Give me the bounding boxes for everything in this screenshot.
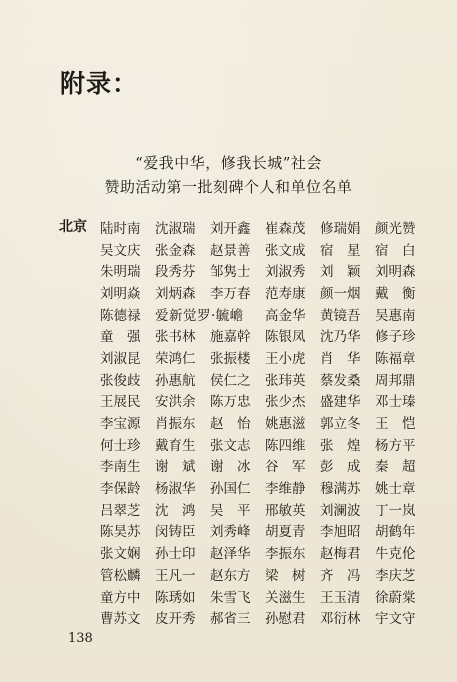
name-entry: 李旭昭 (320, 524, 361, 541)
name-entry: 徐蔚棠 (375, 589, 416, 606)
name-entry: 张玮英 (265, 372, 306, 389)
name-row (100, 259, 430, 281)
name-entry: 侯仁之 (210, 372, 251, 389)
name-entry: 曹苏文 (100, 611, 141, 628)
name-entry: 胡鹤年 (375, 524, 416, 541)
name-row (100, 455, 430, 477)
name-entry: 张文志 (210, 437, 251, 454)
name-entry: 沈 鸿 (155, 502, 196, 519)
name-entry: 关滋生 (265, 589, 306, 606)
name-entry: 张书林 (155, 329, 196, 346)
name-entry: 陈德禄 (100, 307, 141, 324)
name-entry: 李南生 (100, 459, 141, 476)
name-entry: 沈淑瑞 (155, 220, 196, 237)
name-entry: 彭 成 (320, 459, 361, 476)
name-entry: 孙国仁 (210, 481, 251, 498)
city-label: 北京 (59, 219, 87, 235)
name-entry: 童 强 (100, 329, 141, 346)
name-row (100, 216, 430, 238)
name-entry: 邓士瑧 (375, 394, 416, 411)
name-entry: 秦 超 (375, 459, 416, 476)
name-entry: 胡夏青 (265, 524, 306, 541)
name-entry: 刘明森 (375, 264, 416, 281)
name-entry: 朱明瑞 (100, 264, 141, 281)
name-entry: 孙士印 (155, 546, 196, 563)
name-entry: 孙惠航 (155, 372, 196, 389)
name-entry: 蔡发桑 (320, 372, 361, 389)
name-entry: 修子珍 (375, 329, 416, 346)
name-entry: 高金华 (265, 307, 306, 324)
name-entry: 谢 冰 (210, 459, 251, 476)
name-entry: 姚惠滋 (265, 416, 306, 433)
name-entry: 周邦鼎 (375, 372, 416, 389)
name-entry: 王 恺 (375, 416, 416, 433)
name-entry: 谷 军 (265, 459, 306, 476)
name-row (100, 498, 430, 520)
name-entry: 刘炳森 (155, 285, 196, 302)
name-entry: 陆时南 (100, 220, 141, 237)
name-entry: 安洪余 (155, 394, 196, 411)
name-entry: 齐 冯 (320, 567, 361, 584)
name-entry: 范寿康 (265, 285, 306, 302)
name-entry: 梁 树 (265, 567, 306, 584)
name-entry: 张振楼 (210, 350, 251, 367)
name-row (100, 390, 430, 412)
name-entry: 何士珍 (100, 437, 141, 454)
name-entry: 盛建华 (320, 394, 361, 411)
name-row (100, 520, 430, 542)
name-entry: 宇文守 (375, 611, 416, 628)
name-entry: 戴育生 (155, 437, 196, 454)
name-row (100, 541, 430, 563)
name-entry: 宿 星 (320, 242, 361, 259)
list-heading-line-1: “爱我中华，修我长城”社会 (135, 154, 322, 172)
name-entry: 崔森茂 (265, 220, 306, 237)
name-entry: 吴文庆 (100, 242, 141, 259)
name-row (100, 281, 430, 303)
name-entry: 陈银凤 (265, 329, 306, 346)
name-entry: 赵梅君 (320, 546, 361, 563)
name-entry: 邓衍林 (320, 611, 361, 628)
name-entry: 张 煌 (320, 437, 361, 454)
name-entry: 李保龄 (100, 481, 141, 498)
name-entry: 陈四维 (265, 437, 306, 454)
name-row (100, 346, 430, 368)
name-entry: 邢敏英 (265, 502, 306, 519)
name-entry: 荣鸿仁 (155, 350, 196, 367)
name-entry: 颜光赞 (375, 220, 416, 237)
name-entry: 李维静 (265, 481, 306, 498)
name-entry: 爱新觉罗·毓嶦 (155, 307, 244, 324)
name-entry: 刘开鑫 (210, 220, 251, 237)
name-entry: 郝省三 (210, 611, 251, 628)
name-entry: 张文娴 (100, 546, 141, 563)
name-row (100, 411, 430, 433)
name-entry: 陈万忠 (210, 394, 251, 411)
name-entry: 邹隽士 (210, 264, 251, 281)
name-entry: 李庆芝 (375, 567, 416, 584)
name-entry: 刘淑秀 (265, 264, 306, 281)
name-row (100, 324, 430, 346)
name-entry: 吕翠芝 (100, 502, 141, 519)
name-entry: 李振东 (265, 546, 306, 563)
name-entry: 刘明焱 (100, 285, 141, 302)
name-entry: 李宝源 (100, 416, 141, 433)
name-entry: 修瑞娟 (320, 220, 361, 237)
name-entry: 丁一岚 (375, 502, 416, 519)
name-row (100, 303, 430, 325)
name-entry: 谢 斌 (155, 459, 196, 476)
name-entry: 管松麟 (100, 567, 141, 584)
name-list (100, 216, 430, 628)
name-entry: 赵景善 (210, 242, 251, 259)
name-entry: 黄镜吾 (320, 307, 361, 324)
name-entry: 张俊歧 (100, 372, 141, 389)
name-entry: 张少杰 (265, 394, 306, 411)
name-entry: 王玉清 (320, 589, 361, 606)
name-entry: 段秀芬 (155, 264, 196, 281)
page-number: 138 (68, 631, 93, 646)
name-entry: 宿 白 (375, 242, 416, 259)
name-row (100, 433, 430, 455)
name-entry: 吴 平 (210, 502, 251, 519)
name-entry: 王凡一 (155, 567, 196, 584)
name-entry: 皮开秀 (155, 611, 196, 628)
name-entry: 颜一烟 (320, 285, 361, 302)
name-entry: 赵东方 (210, 567, 251, 584)
name-entry: 杨淑华 (155, 481, 196, 498)
list-heading-line-2: 赞助活动第一批刻碑个人和单位名单 (104, 178, 353, 196)
name-entry: 吴惠南 (375, 307, 416, 324)
name-entry: 李万春 (210, 285, 251, 302)
name-entry: 张文成 (265, 242, 306, 259)
name-row (100, 563, 430, 585)
name-entry: 赵 怡 (210, 416, 251, 433)
name-entry: 刘秀峰 (210, 524, 251, 541)
name-entry: 朱雪飞 (210, 589, 251, 606)
name-entry: 刘淑昆 (100, 350, 141, 367)
name-entry: 童方中 (100, 589, 141, 606)
name-entry: 陈福章 (375, 350, 416, 367)
name-entry: 张金森 (155, 242, 196, 259)
name-row (100, 238, 430, 260)
name-entry: 刘澜波 (320, 502, 361, 519)
name-entry: 闵铸臣 (155, 524, 196, 541)
name-entry: 杨方平 (375, 437, 416, 454)
name-entry: 孙慰君 (265, 611, 306, 628)
name-entry: 赵泽华 (210, 546, 251, 563)
name-row (100, 585, 430, 607)
name-entry: 姚士章 (375, 481, 416, 498)
name-entry: 王小虎 (265, 350, 306, 367)
name-entry: 施嘉幹 (210, 329, 251, 346)
name-entry: 戴 衡 (375, 285, 416, 302)
name-row (100, 606, 430, 628)
name-entry: 郭立冬 (320, 416, 361, 433)
name-entry: 刘 颖 (320, 264, 361, 281)
name-entry: 王展民 (100, 394, 141, 411)
name-entry: 穆满苏 (320, 481, 361, 498)
name-entry: 肖 华 (320, 350, 361, 367)
appendix-title: 附录： (60, 69, 139, 98)
name-entry: 沈乃华 (320, 329, 361, 346)
name-row (100, 476, 430, 498)
name-row (100, 368, 430, 390)
name-entry: 陈昊苏 (100, 524, 141, 541)
name-entry: 肖振东 (155, 416, 196, 433)
name-entry: 牛克伦 (375, 546, 416, 563)
name-entry: 陈琇如 (155, 589, 196, 606)
